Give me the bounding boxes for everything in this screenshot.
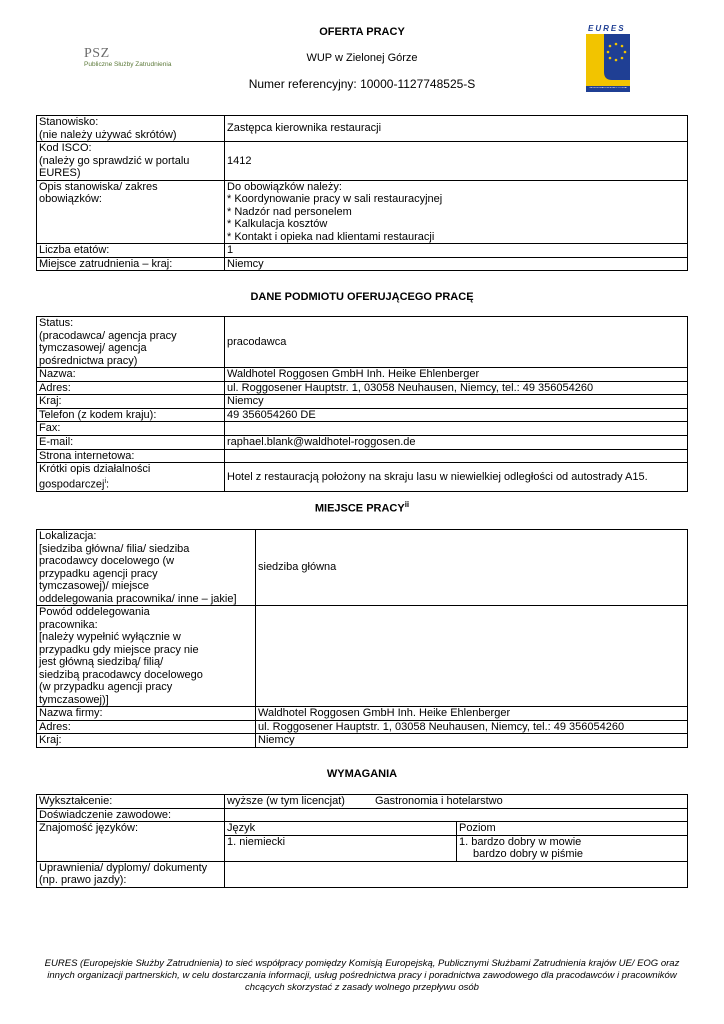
location-value: siedziba główna (256, 530, 688, 606)
company-name-label: Nazwa firmy: (37, 707, 256, 721)
table-row (37, 368, 688, 382)
eures-logo-text: EURES (588, 24, 626, 33)
company-address-label: Adres: (37, 720, 256, 734)
education-field: Gastronomia i hotelarstwo (374, 795, 503, 807)
experience-value (225, 808, 688, 822)
eures-logo (582, 24, 634, 94)
reference-number: Numer referencyjny: 10000-1127748525-S (248, 77, 476, 91)
company-country-value: Niemcy (256, 734, 688, 748)
office-name: WUP w Zielonej Górze (306, 52, 418, 64)
footer-note: EURES (Europejskie Służby Zatrudnienia) to sieć współpracy pomiędzy Komisją Europejską, Publicznymi Służbami Zatrudnienia krajów UE/ EOG oraz innych organizacji partnerskich, w celu dostarczania informacji, usług pośrednictwa pracy i poradnictwa zawodowego dla pracodawców i pracowników chcących skorzystać z zasady wolnego przepływu osób (44, 958, 680, 993)
table-row (37, 116, 688, 142)
location-label: Lokalizacja: [siedziba główna/ filia/ siedziba pracodawcy docelowego (w przypadku agencji pracy tymczasowej)/ miejsce oddelegowania pracownika/ inne – jakie] (37, 530, 256, 606)
business-description-value: Hotel z restauracją położony na skraju lasu w niewielkiej odległości od autostrady A15. (225, 463, 688, 492)
workplace-section-title-text: MIEJSCE PRACY (314, 502, 405, 515)
isco-label: Kod ISCO: (należy go sprawdzić w portalu EURES) (37, 142, 225, 181)
email-value[interactable]: raphael.blank@waldhotel-roggosen.de (225, 435, 688, 449)
table-row (37, 422, 688, 436)
table-row (37, 381, 688, 395)
permissions-value (225, 861, 688, 887)
eures-logo-graphic (582, 24, 634, 94)
secondment-reason-value (256, 606, 688, 707)
language-1-speaking-level: 1. bardzo dobry w mowie (459, 835, 582, 848)
employer-address-label: Adres: (37, 381, 225, 395)
phone-label: Telefon (z kodem kraju): (37, 408, 225, 422)
table-row (37, 142, 688, 181)
company-country-label: Kraj: (37, 734, 256, 748)
permissions-label: Uprawnienia/ dyplomy/ dokumenty (np. prawo jazdy): (37, 861, 225, 887)
language-1-level (457, 835, 688, 861)
company-name-value: Waldhotel Roggosen GmbH Inh. Heike Ehlenberger (256, 707, 688, 721)
table-row (37, 449, 688, 463)
table-row (37, 606, 688, 707)
business-description-label (37, 463, 225, 492)
requirements-section-title: WYMAGANIA (326, 768, 398, 780)
status-label: Status: (pracodawca/ agencja pracy tymczasowej/ agencja pośrednictwa pracy) (37, 317, 225, 368)
positions-count-label: Liczba etatów: (37, 244, 225, 258)
table-row (37, 707, 688, 721)
education-label: Wykształcenie: (37, 795, 225, 809)
table-row (37, 720, 688, 734)
employer-name-value: Waldhotel Roggosen GmbH Inh. Heike Ehlenberger (225, 368, 688, 382)
fax-value (225, 422, 688, 436)
footnote-marker: i (104, 477, 106, 485)
table-row (37, 530, 688, 606)
experience-label: Doświadczenie zawodowe: (37, 808, 225, 822)
table-row (37, 463, 688, 492)
employer-address-value: ul. Roggosener Hauptstr. 1, 03058 Neuhausen, Niemcy, tel.: 49 356054260 (225, 381, 688, 395)
table-row (37, 435, 688, 449)
education-level: wyższe (w tym licencjat) (227, 795, 345, 807)
footnote-marker: ii (404, 500, 410, 509)
fax-label: Fax: (37, 422, 225, 436)
workplace-section-title (0, 500, 724, 515)
position-value: Zastępca kierownika restauracji (225, 116, 688, 142)
level-header: Poziom (457, 822, 688, 836)
description-value: Do obowiązków należy: * Koordynowanie pracy w sali restauracyjnej * Nadzór nad personelem * Kalkulacja kosztów * Kontakt i opieka nad klientami restauracji (225, 180, 688, 244)
table-row (37, 395, 688, 409)
employer-country-value: Niemcy (225, 395, 688, 409)
table-row (37, 257, 688, 271)
eures-logo-tagline: THE EUROPEAN JOB MOBILITY PORTAL (588, 87, 628, 89)
website-value (225, 449, 688, 463)
table-row (37, 408, 688, 422)
website-label: Strona internetowa: (37, 449, 225, 463)
secondment-reason-label: Powód oddelegowania pracownika: [należy wypełnić wyłącznie w przypadku gdy miejsce pracy nie jest główną siedzibą/ filią/ siedzibą pracodawcy docelowego (w przypadku agencji pracy tymczasowej)] (37, 606, 256, 707)
description-label: Opis stanowiska/ zakres obowiązków: (37, 180, 225, 244)
work-country-value: Niemcy (225, 257, 688, 271)
table-row (37, 808, 688, 822)
position-label: Stanowisko: (nie należy używać skrótów) (37, 116, 225, 142)
position-table (36, 115, 688, 271)
employer-table (36, 316, 688, 492)
languages-label: Znajomość języków: (37, 822, 225, 862)
work-country-label: Miejsce zatrudnienia – kraj: (37, 257, 225, 271)
status-value: pracodawca (225, 317, 688, 368)
language-1: 1. niemiecki (225, 835, 457, 861)
language-header: Język (225, 822, 457, 836)
education-value (225, 795, 688, 809)
employer-section-title: DANE PODMIOTU OFERUJĄCEGO PRACĘ (250, 291, 474, 303)
table-row (37, 244, 688, 258)
phone-value: 49 356054260 DE (225, 408, 688, 422)
workplace-table (36, 529, 688, 748)
offer-title: OFERTA PRACY (319, 26, 405, 38)
table-row (37, 822, 688, 836)
language-1-writing-level: bardzo dobry w piśmie (473, 848, 584, 860)
company-address-value: ul. Roggosener Hauptstr. 1, 03058 Neuhausen, Niemcy, tel.: 49 356054260 (256, 720, 688, 734)
table-row (37, 317, 688, 368)
psz-logo-main: PSZ (84, 46, 110, 61)
email-label: E-mail: (37, 435, 225, 449)
employer-country-label: Kraj: (37, 395, 225, 409)
business-description-label-text: Krótki opis działalności gospodarczej (39, 463, 151, 491)
positions-count-value: 1 (225, 244, 688, 258)
isco-value: 1412 (225, 142, 688, 181)
psz-logo-sub: Publiczne Służby Zatrudnienia (84, 61, 172, 68)
table-row (37, 734, 688, 748)
table-row (37, 861, 688, 887)
requirements-table (36, 794, 688, 888)
employer-name-label: Nazwa: (37, 368, 225, 382)
table-row (37, 180, 688, 244)
business-description-label-colon: : (106, 478, 110, 491)
table-row (37, 795, 688, 809)
